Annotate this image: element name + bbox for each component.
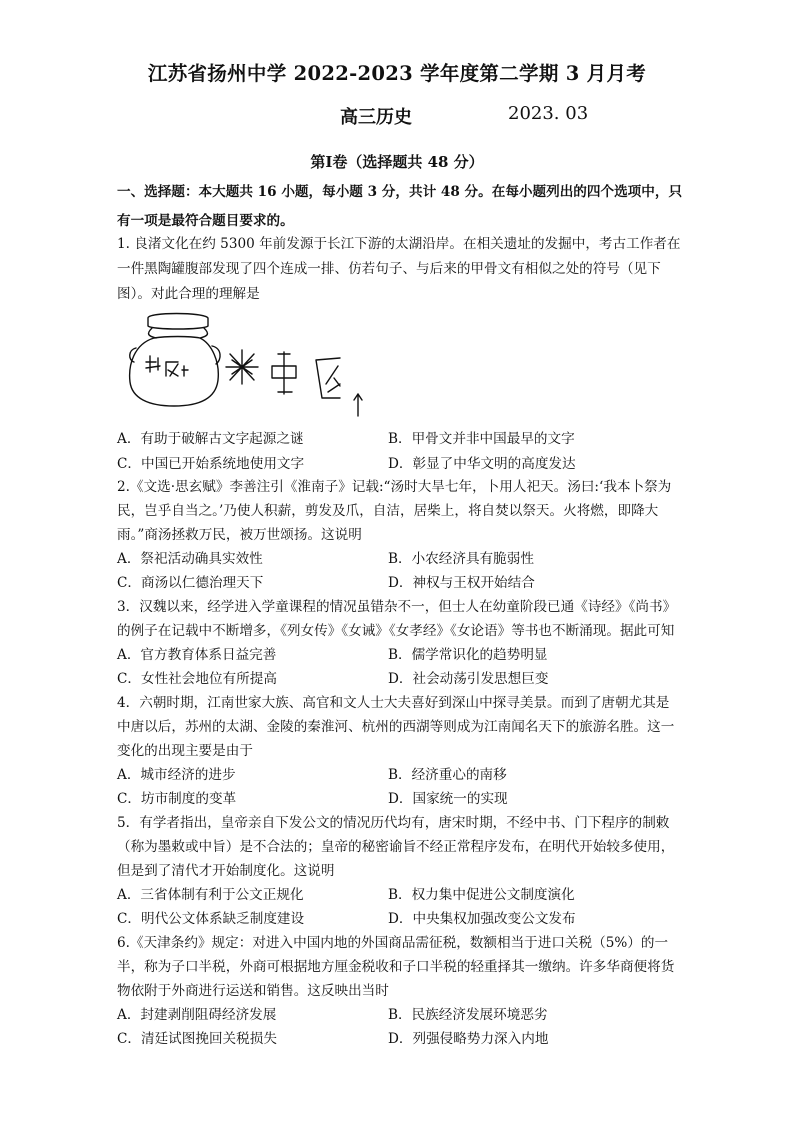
q6-option-c: C．清廷试图挽回关税损失 <box>117 1031 277 1047</box>
q1-stem-line-2: 一件黑陶罐腹部发现了四个连成一排、仿若句子、与后来的甲骨文有相似之处的符号（见下 <box>117 261 661 277</box>
q3-option-b: B．儒学常识化的趋势明显 <box>388 647 548 663</box>
q3-stem-line-1: 3．汉魏以来，经学进入学童课程的情况虽错杂不一，但士人在幼童阶段已通《诗经》《尚书》 <box>117 599 677 615</box>
q2-stem-line-3: 雨。”商汤拯救万民，被万世颂扬。这说明 <box>117 527 362 543</box>
exam-date: 2023. 03 <box>508 103 589 124</box>
q2-stem-line-2: 民，岂乎自当之。’乃使人积薪，剪发及爪，自洁，居柴上，将自焚以祭天。火将燃，即降大 <box>117 503 659 519</box>
q6-option-b: B．民族经济发展环境恶劣 <box>388 1007 548 1023</box>
q1-option-d: D．彰显了中华文明的高度发达 <box>388 456 576 472</box>
q3-option-a: A．官方教育体系日益完善 <box>117 647 277 663</box>
q1-stem-line-1: 1. 良渚文化在约 5300 年前发源于长江下游的太湖沿岸。在相关遗址的发掘中，考古工作者在 <box>117 236 681 252</box>
section-title: 第Ⅰ卷（选择题共 48 分） <box>310 153 484 171</box>
exam-title: 江苏省扬州中学 2022-2023 学年度第二学期 3 月月考 <box>147 62 647 85</box>
q1-stem-line-3: 图）。对此合理的理解是 <box>117 286 260 302</box>
q3-stem-line-2: 的例子在记载中不断增多，《列女传》《女诫》《女孝经》《女论语》等书也不断涌现。据此可知 <box>117 623 675 639</box>
q2-option-c: C．商汤以仁德治理天下 <box>117 575 264 591</box>
q2-option-a: A．祭祀活动确具实效性 <box>117 551 263 567</box>
q4-stem-line-3: 变化的出现主要是由于 <box>117 743 253 759</box>
zhong-symbol <box>272 352 296 394</box>
q5-option-c: C．明代公文体系缺乏制度建设 <box>117 911 305 927</box>
q6-option-a: A．封建剥削阻碍经济发展 <box>117 1007 277 1023</box>
q4-option-d: D．国家统一的实现 <box>388 791 508 807</box>
q6-stem-line-1: 6.《天津条约》规定：对进入中国内地的外国商品需征税，数额相当于进口关税（5%）的一 <box>117 935 669 951</box>
q6-stem-line-3: 物依附于外商进行运送和销售。这反映出当时 <box>117 983 389 999</box>
q6-option-d: D．列强侵略势力深入内地 <box>388 1031 549 1047</box>
q4-option-a: A．城市经济的进步 <box>117 767 236 783</box>
instructions-line-2: 有一项是最符合题目要求的。 <box>117 213 294 229</box>
q2-option-b: B．小农经济具有脆弱性 <box>388 551 534 567</box>
q5-option-a: A．三省体制有利于公文正规化 <box>117 887 304 903</box>
jar-lid <box>148 314 208 330</box>
q4-stem-line-2: 中唐以后，苏州的太湖、金陵的秦淮河、杭州的西湖等则成为江南闻名天下的旅游名胜。这一 <box>117 719 675 735</box>
star-symbol <box>226 350 258 384</box>
q1-option-c: C．中国已开始系统地使用文字 <box>117 456 305 472</box>
q5-option-d: D．中央集权加强改变公文发布 <box>388 911 576 927</box>
q6-stem-line-2: 半，称为子口半税，外商可根据地方厘金税收和子口半税的轻重择其一缴纳。许多华商便将货 <box>117 959 675 975</box>
instructions-line-1: 一、选择题：本大题共 16 小题，每小题 3 分，共计 48 分。在每小题列出的四个选项中，只 <box>117 184 683 200</box>
q1-option-a: A．有助于破解古文字起源之谜 <box>117 431 304 447</box>
q4-stem-line-1: 4．六朝时期，江南世家大族、高官和文人士大夫喜好到深山中探寻美景。而到了唐朝尤其是 <box>117 695 670 711</box>
q5-stem-line-2: （称为墨敕或中旨）是不合法的；皇帝的秘密谕旨不经正常程序发布，在明代开始较多使用， <box>117 839 675 855</box>
exam-subject: 高三历史 <box>340 107 412 128</box>
q5-stem-line-3: 但是到了清代才开始制度化。这说明 <box>117 863 335 879</box>
q3-option-d: D．社会动荡引发思想巨变 <box>388 671 549 687</box>
q2-option-d: D．神权与王权开始结合 <box>388 575 535 591</box>
arrow-symbol <box>354 394 362 416</box>
q5-option-b: B．权力集中促进公文制度演化 <box>388 887 575 903</box>
pottery-jar-symbols-figure <box>126 310 376 426</box>
q5-stem-line-1: 5．有学者指出，皇帝亲自下发公文的情况历代均有，唐宋时期，不经中书、门下程序的制敕 <box>117 815 670 831</box>
q3-option-c: C．女性社会地位有所提高 <box>117 671 277 687</box>
yue-symbol <box>316 358 340 398</box>
q4-option-b: B．经济重心的南移 <box>388 767 507 783</box>
q4-option-c: C．坊市制度的变革 <box>117 791 237 807</box>
q2-stem-line-1: 2.《文选·思玄赋》李善注引《淮南子》记载:“汤时大旱七年，卜用人祀天。汤曰:‘我本卜祭为 <box>117 479 672 495</box>
q1-option-b: B．甲骨文并非中国最早的文字 <box>388 431 575 447</box>
